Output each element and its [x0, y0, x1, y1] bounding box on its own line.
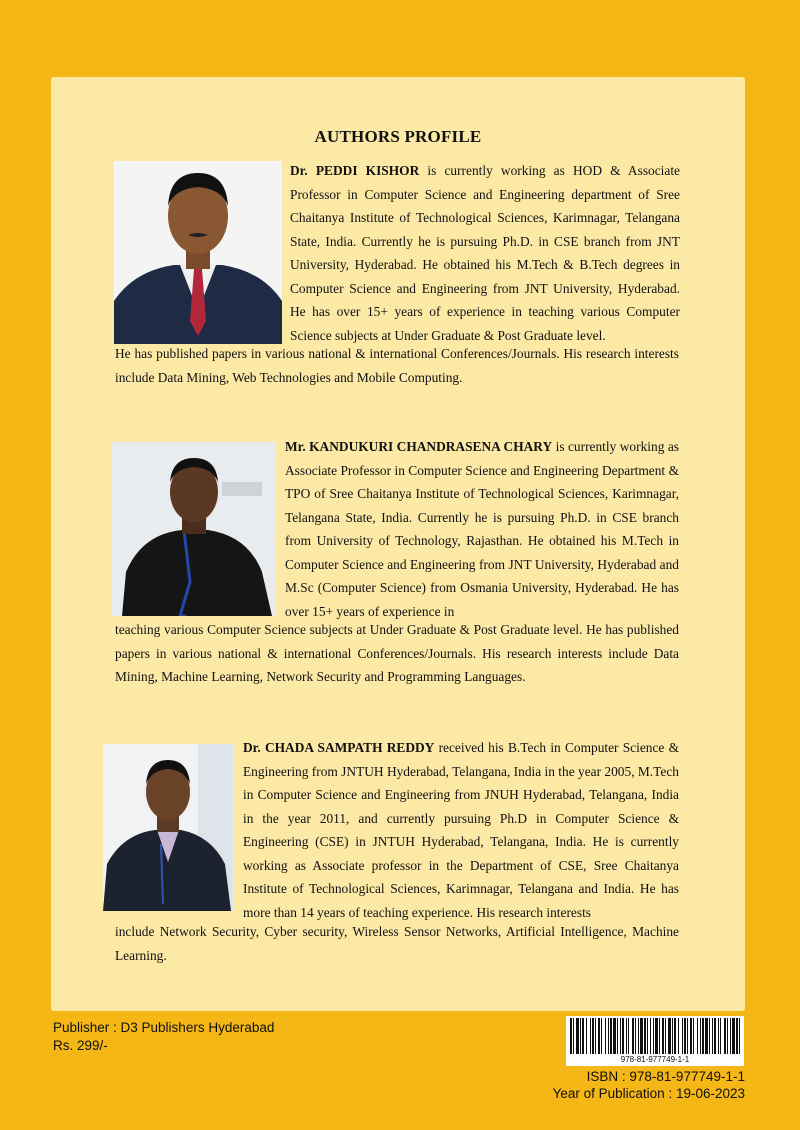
- author-bio-text-2: is currently working as Associate Professor in Computer Science and Engineering Department & TPO of Sree Chaitanya Institute of Technological Sciences, Karimnagar, Telangana State, India. Currently he is pursuing Ph.D. in CSE branch from University of Technology, Rajasthan. He obtained his M.Tech in Computer Science and Engineering from JNT University, Hyderabad and M.Sc (Computer Science) from Osmania University, Hyderabad. He has over 15+ years of experience in: [285, 439, 679, 619]
- author-bio-cont-1: He has published papers in various national & international Conferences/Journals. His research interests include Data Mining, Web Technologies and Mobile Computing.: [115, 346, 679, 385]
- isbn-barcode: [566, 1016, 744, 1066]
- publication-info: [553, 1068, 745, 1102]
- author-bio-text-3: received his B.Tech in Computer Science & Engineering from JNTUH Hyderabad, Telangana, India in the year 2005, M.Tech in Computer Science and Engineering from JNUH Hyderabad, Telangana, India in the year 2011, and currently pursuing Ph.D in Computer Science & Engineering (CSE) in JNTUH Hyderabad, Telangana, India. He is currently working as Associate professor in the Department of CSE, Sree Chaitanya Institute of Technological Sciences, Karimnagar, Telangana and India. He has more than 14 years of teaching experience. His research interests: [243, 740, 680, 920]
- author-photo-3: [103, 744, 233, 911]
- author-bio-cont-2: teaching various Computer Science subjects at Under Graduate & Post Graduate level. He has published papers in various national & international Conferences/Journals. His research interests include Data Mining, Machine Learning, Network Security and Programming Languages.: [115, 622, 679, 684]
- author-photo-1: [114, 161, 282, 344]
- author-bio-1: [290, 159, 680, 347]
- publisher-info: [53, 1019, 274, 1055]
- author-bio-3: [243, 736, 679, 924]
- author-photo-2: [112, 442, 275, 616]
- year-label: Year of Publication : 19-06-2023: [552, 1086, 745, 1101]
- author-name-2: Mr. KANDUKURI CHANDRASENA CHARY: [285, 439, 553, 454]
- author-bio-2: [285, 435, 679, 623]
- author-bio-cont-3: include Network Security, Cyber security, Wireless Sensor Networks, Artificial Intelligence, Machine Learning.: [115, 924, 679, 963]
- price-label: Rs. 299/-: [53, 1038, 108, 1053]
- publisher-label: Publisher : D3 Publishers Hyderabad: [53, 1020, 275, 1035]
- barcode-number: 978-81-977749-1-1: [620, 1055, 690, 1064]
- author-name-3: Dr. CHADA SAMPATH REDDY: [243, 740, 435, 755]
- isbn-label: ISBN : 978-81-977749-1-1: [586, 1069, 745, 1084]
- page-title: AUTHORS PROFILE: [314, 127, 482, 146]
- author-name-1: Dr. PEDDI KISHOR: [290, 163, 420, 178]
- back-cover-panel: [51, 77, 745, 1011]
- author-bio-text-1: is currently working as HOD & Associate Professor in Computer Science and Engineering department of Sree Chaitanya Institute of Technological Sciences, Karimnagar, Telangana State, India. Currently he is pursuing Ph.D. in CSE branch from JNT University, Hyderabad. He obtained his M.Tech & B.Tech degrees in Computer Science and Engineering from JNT University, Hyderabad. He has over 15+ years of experience in teaching various Computer Science subjects at Under Graduate & Post Graduate level.: [290, 163, 680, 343]
